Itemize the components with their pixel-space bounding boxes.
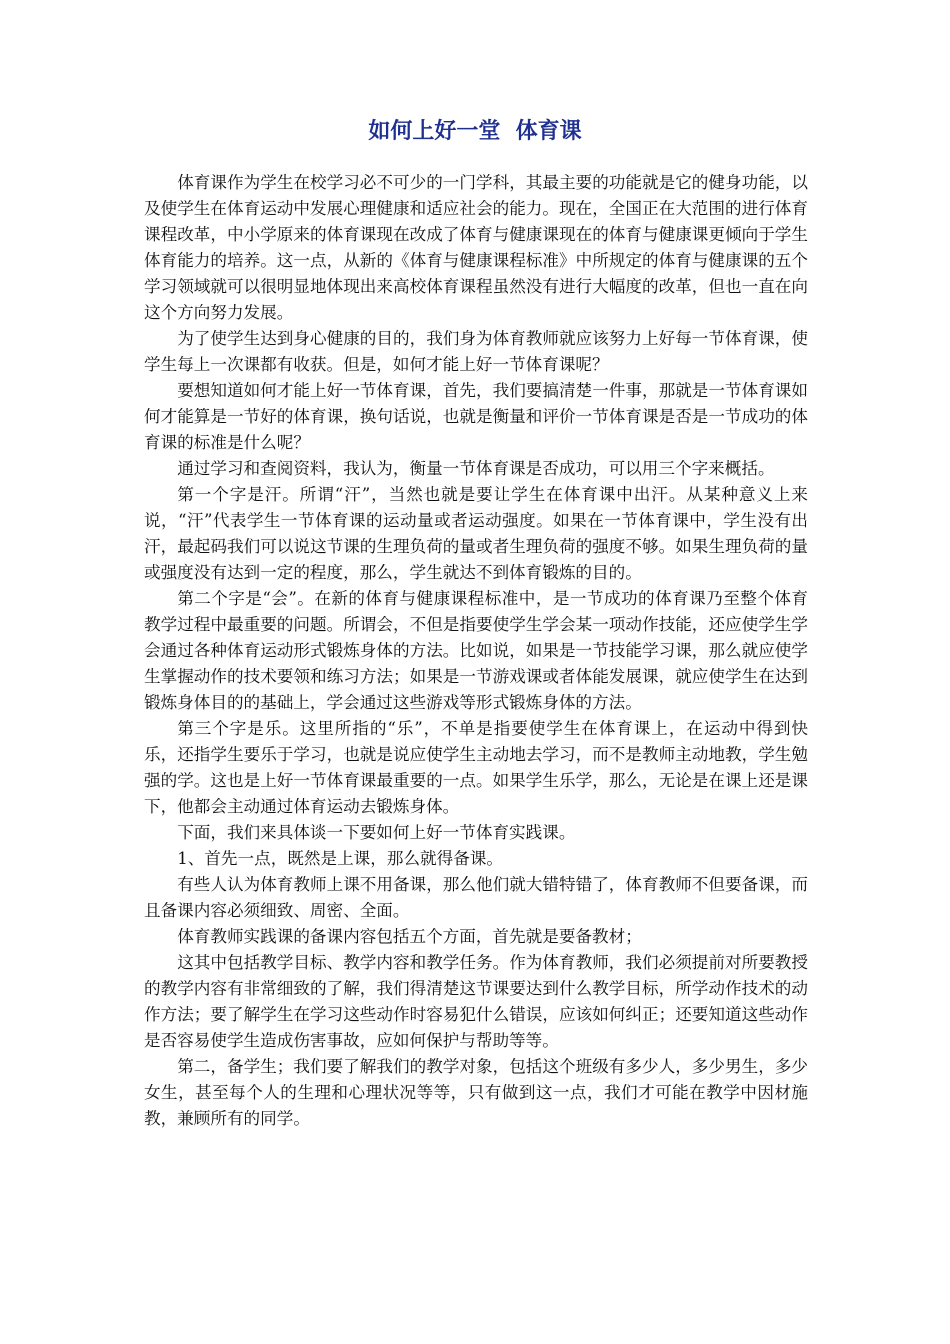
paragraph: 体育课作为学生在校学习必不可少的一门学科，其最主要的功能就是它的健身功能，以及使学生在体育运动中发展心理健康和适应社会的能力。现在，全国正在大范围的进行体育课程改革，中小学原来的体育课现在改成了体育与健康课现在的体育与健康课更倾向于学生体育能力的培养。这一点，从新的《体育与健康课程标准》中所规定的体育与健康课的五个学习领域就可以很明显地体现出来高校体育课程虽然没有进行大幅度的改革，但也一直在向这个方向努力发展。 <box>144 173 808 322</box>
paragraph: 体育教师实践课的备课内容包括五个方面，首先就是要备教材； <box>177 927 642 946</box>
paragraph: 通过学习和查阅资料，我认为，衡量一节体育课是否成功，可以用三个字来概括。 <box>177 459 775 478</box>
paragraph: 下面，我们来具体谈一下要如何上好一节体育实践课。 <box>177 823 576 842</box>
paragraph: 1、首先一点，既然是上课，那么就得备课。 <box>177 849 504 868</box>
paragraph: 第二，备学生；我们要了解我们的教学对象，包括这个班级有多少人，多少男生，多少女生，甚至每个人的生理和心理状况等等，只有做到这一点，我们才可能在教学中因材施教，兼顾所有的同学。 <box>144 1057 808 1128</box>
paragraph: 第一个字是汗。所谓“汗”，当然也就是要让学生在体育课中出汗。从某种意义上来说，“汗”代表学生一节体育课的运动量或者运动强度。如果在一节体育课中，学生没有出汗，最起码我们可以说这节课的生理负荷的量或者生理负荷的强度不够。如果生理负荷的量或强度没有达到一定的程度，那么，学生就达不到体育锻炼的目的。 <box>144 485 808 582</box>
paragraph: 这其中包括教学目标、教学内容和教学任务。作为体育教师，我们必须提前对所要教授的教学内容有非常细致的了解，我们得清楚这节课要达到什么教学目标，所学动作技术的动作方法；要了解学生在学习这些动作时容易犯什么错误，应该如何纠正；还要知道这些动作是否容易使学生造成伤害事故，应如何保护与帮助等等。 <box>144 953 808 1050</box>
page-title: 如何上好一堂 体育课 <box>368 119 582 144</box>
paragraph: 第二个字是“会”。在新的体育与健康课程标准中，是一节成功的体育课乃至整个体育教学过程中最重要的问题。所谓会，不但是指要使学生学会某一项动作技能，还应使学生学会通过各种体育运动形式锻炼身体的方法。比如说，如果是一节技能学习课，那么就应使学生掌握动作的技术要领和练习方法；如果是一节游戏课或者体能发展课，就应使学生在达到锻炼身体目的的基础上，学会通过这些游戏等形式锻炼身体的方法。 <box>144 589 808 712</box>
paragraph: 为了使学生达到身心健康的目的，我们身为体育教师就应该努力上好每一节体育课，使学生每上一次课都有收获。但是，如何才能上好一节体育课呢？ <box>144 329 808 374</box>
paragraph: 有些人认为体育教师上课不用备课，那么他们就大错特错了，体育教师不但要备课，而且备课内容必须细致、周密、全面。 <box>144 875 808 920</box>
paragraph: 第三个字是乐。这里所指的“乐”，不单是指要使学生在体育课上，在运动中得到快乐，还指学生要乐于学习，也就是说应使学生主动地去学习，而不是教师主动地教，学生勉强的学。这也是上好一节体育课最重要的一点。如果学生乐学，那么，无论是在课上还是课下，他都会主动通过体育运动去锻炼身体。 <box>144 719 808 816</box>
article-body <box>144 170 808 1132</box>
paragraph: 要想知道如何才能上好一节体育课，首先，我们要搞清楚一件事，那就是一节体育课如何才能算是一节好的体育课，换句话说，也就是衡量和评价一节体育课是否是一节成功的体育课的标准是什么呢？ <box>144 381 808 452</box>
